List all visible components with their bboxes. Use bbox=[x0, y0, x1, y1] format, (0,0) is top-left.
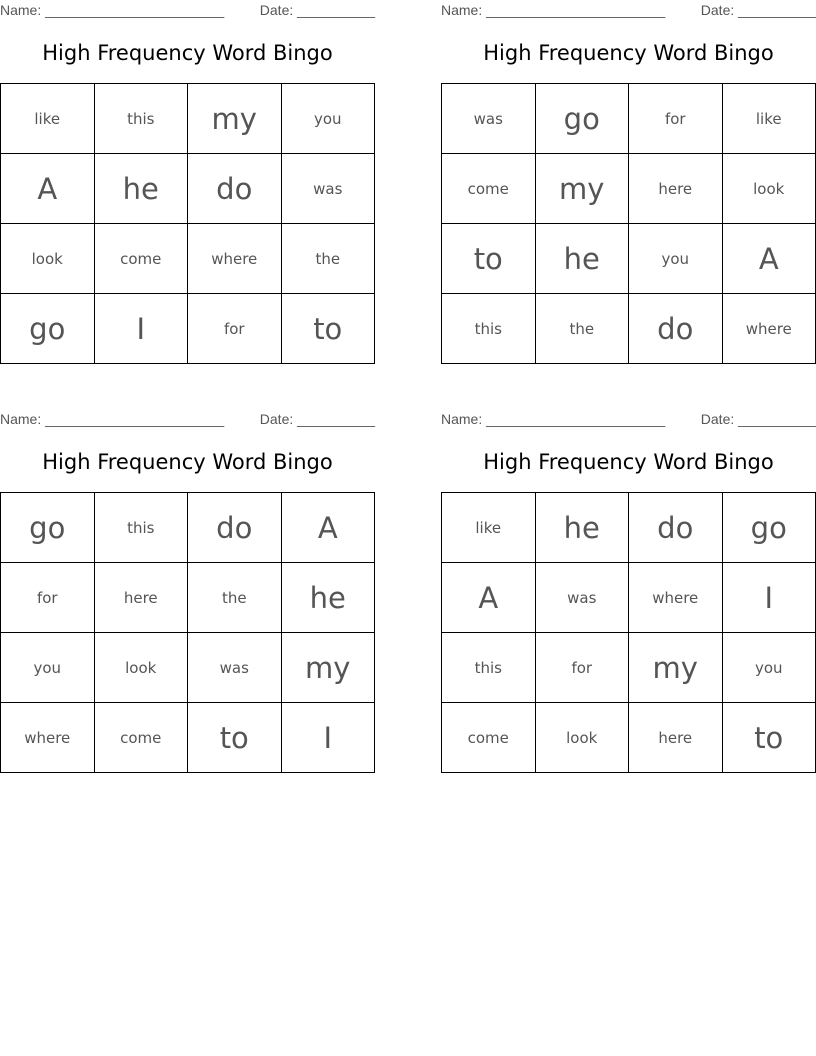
bingo-cell: he bbox=[535, 224, 629, 294]
bingo-cell: for bbox=[629, 84, 723, 154]
bingo-cell: was bbox=[442, 84, 536, 154]
bingo-card bbox=[441, 0, 816, 363]
bingo-cell: you bbox=[281, 84, 375, 154]
date-field: Date: __________ bbox=[700, 2, 816, 18]
date-field: Date: __________ bbox=[259, 411, 375, 427]
card-header bbox=[441, 0, 816, 22]
grid-row bbox=[1, 563, 375, 633]
card-header bbox=[0, 0, 375, 22]
bingo-cell: do bbox=[629, 493, 723, 563]
bingo-cell: was bbox=[281, 154, 375, 224]
grid-row bbox=[1, 294, 375, 364]
bingo-cell: for bbox=[188, 294, 282, 364]
bingo-card bbox=[441, 409, 816, 772]
bingo-cell: go bbox=[535, 84, 629, 154]
bingo-cell: to bbox=[281, 294, 375, 364]
date-field: Date: __________ bbox=[700, 411, 816, 427]
bingo-cell: you bbox=[1, 633, 95, 703]
grid-row bbox=[442, 563, 816, 633]
bingo-cell: my bbox=[281, 633, 375, 703]
card-header bbox=[0, 409, 375, 431]
bingo-cell: to bbox=[442, 224, 536, 294]
card-header bbox=[441, 409, 816, 431]
bingo-cell: come bbox=[94, 224, 188, 294]
grid-row bbox=[442, 84, 816, 154]
bingo-cell: come bbox=[94, 703, 188, 773]
bingo-cell: go bbox=[1, 493, 95, 563]
bingo-cell: I bbox=[94, 294, 188, 364]
bingo-cell: do bbox=[188, 493, 282, 563]
bingo-grid bbox=[0, 83, 375, 364]
bingo-cell: you bbox=[629, 224, 723, 294]
bingo-cell: do bbox=[188, 154, 282, 224]
bingo-grid bbox=[441, 83, 816, 364]
grid-row bbox=[442, 294, 816, 364]
bingo-cell: he bbox=[94, 154, 188, 224]
bingo-cell: where bbox=[188, 224, 282, 294]
bingo-cell: this bbox=[442, 294, 536, 364]
card-title: High Frequency Word Bingo bbox=[42, 41, 333, 65]
bingo-cell: do bbox=[629, 294, 723, 364]
bingo-cell: where bbox=[629, 563, 723, 633]
name-field: Name: _______________________ bbox=[441, 411, 666, 427]
bingo-cell: where bbox=[1, 703, 95, 773]
bingo-cell: A bbox=[722, 224, 816, 294]
bingo-cell: like bbox=[1, 84, 95, 154]
date-field: Date: __________ bbox=[259, 2, 375, 18]
name-field: Name: _______________________ bbox=[0, 411, 225, 427]
card-title: High Frequency Word Bingo bbox=[42, 450, 333, 474]
bingo-cell: the bbox=[281, 224, 375, 294]
bingo-cell: this bbox=[442, 633, 536, 703]
bingo-cell: where bbox=[722, 294, 816, 364]
grid-row bbox=[1, 493, 375, 563]
bingo-cell: my bbox=[629, 633, 723, 703]
bingo-cell: he bbox=[535, 493, 629, 563]
bingo-cell: A bbox=[1, 154, 95, 224]
bingo-cell: the bbox=[535, 294, 629, 364]
bingo-cell: he bbox=[281, 563, 375, 633]
bingo-cell: this bbox=[94, 493, 188, 563]
bingo-cell: my bbox=[188, 84, 282, 154]
bingo-cell: come bbox=[442, 703, 536, 773]
bingo-cell: here bbox=[629, 703, 723, 773]
bingo-cell: was bbox=[188, 633, 282, 703]
bingo-cell: go bbox=[1, 294, 95, 364]
bingo-card bbox=[0, 0, 375, 363]
bingo-cell: this bbox=[94, 84, 188, 154]
bingo-cell: you bbox=[722, 633, 816, 703]
bingo-cell: look bbox=[94, 633, 188, 703]
bingo-grid bbox=[441, 492, 816, 773]
bingo-cell: look bbox=[535, 703, 629, 773]
bingo-cell: here bbox=[629, 154, 723, 224]
bingo-cell: my bbox=[535, 154, 629, 224]
bingo-cell: look bbox=[722, 154, 816, 224]
bingo-cell: the bbox=[188, 563, 282, 633]
grid-row bbox=[1, 154, 375, 224]
bingo-grid bbox=[0, 492, 375, 773]
name-field: Name: _______________________ bbox=[0, 2, 225, 18]
card-title: High Frequency Word Bingo bbox=[483, 41, 774, 65]
grid-row bbox=[1, 633, 375, 703]
bingo-cell: was bbox=[535, 563, 629, 633]
bingo-cell: A bbox=[281, 493, 375, 563]
bingo-cell: like bbox=[442, 493, 536, 563]
name-field: Name: _______________________ bbox=[441, 2, 666, 18]
bingo-cell: A bbox=[442, 563, 536, 633]
bingo-card bbox=[0, 409, 375, 772]
grid-row bbox=[442, 633, 816, 703]
grid-row bbox=[1, 224, 375, 294]
grid-row bbox=[442, 703, 816, 773]
bingo-cell: go bbox=[722, 493, 816, 563]
grid-row bbox=[442, 154, 816, 224]
bingo-cell: like bbox=[722, 84, 816, 154]
bingo-cell: I bbox=[281, 703, 375, 773]
grid-row bbox=[442, 224, 816, 294]
bingo-cell: to bbox=[722, 703, 816, 773]
card-title: High Frequency Word Bingo bbox=[483, 450, 774, 474]
grid-row bbox=[1, 84, 375, 154]
bingo-cell: come bbox=[442, 154, 536, 224]
grid-row bbox=[442, 493, 816, 563]
bingo-cell: for bbox=[535, 633, 629, 703]
bingo-cell: for bbox=[1, 563, 95, 633]
grid-row bbox=[1, 703, 375, 773]
bingo-cell: I bbox=[722, 563, 816, 633]
bingo-cell: look bbox=[1, 224, 95, 294]
bingo-cell: here bbox=[94, 563, 188, 633]
bingo-cell: to bbox=[188, 703, 282, 773]
